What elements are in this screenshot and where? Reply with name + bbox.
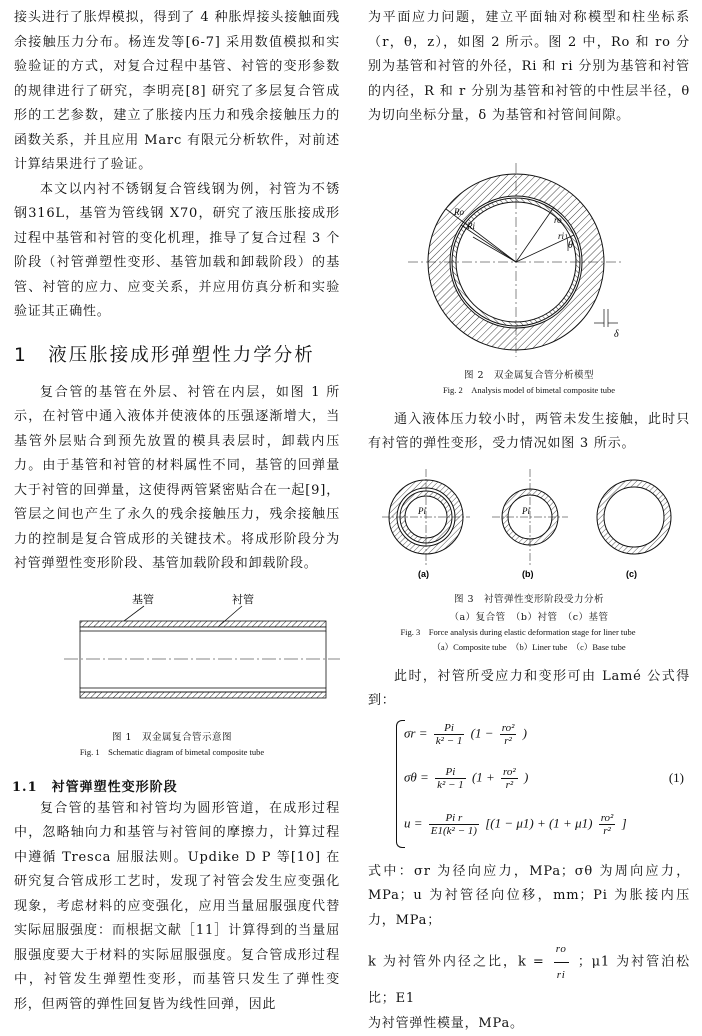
force-analysis-diagram — [368, 461, 690, 581]
sublabel-b: (b) — [522, 569, 534, 579]
figure-1-caption: 图 1 双金属复合管示意图 — [4, 729, 340, 743]
label-liner: 衬管 — [232, 593, 254, 606]
figure-1-caption-en: Fig. 1 Schematic diagram of bimetal composite tube — [4, 746, 340, 758]
paragraph: 通入液体压力较小时，两管未发生接触，此时只有衬管的弹性变形，受力情况如图 3 所示。 — [368, 408, 690, 457]
pressure-label-a: Pi — [417, 506, 426, 516]
paragraph: 复合管的基管在外层、衬管在内层，如图 1 所示，在衬管中通入液体并使液体的压强逐渐增大，当基管外层贴合到预先放置的模具表层时，卸载内压力。由于基管和衬管的材料属性不同，基管的回弹量大于衬管的回弹量，这使得两管紧密贴合在一起[9]，管层之间也产生了永久的残余接触压力，残余接触压力的控制是复合管成形的关键技术。将成形阶段分为衬管弹塑性变形阶段、基管加载阶段和卸载阶段。 — [14, 381, 340, 577]
figure-3-caption-sub: （a）复合管 （b）衬管 （c）基管 — [368, 609, 690, 623]
label-base: 基管 — [132, 593, 154, 606]
composite-tube — [382, 469, 470, 579]
figure-3-caption-en-sub: （a）Composite tube （b）Liner tube （c）Base tube — [368, 641, 690, 653]
figure-3-caption: 图 3 衬管弹性变形阶段受力分析 — [368, 591, 690, 605]
subsection-title: 1.1 衬管弹塑性变形阶段 — [12, 776, 340, 795]
sublabel-a: (a) — [418, 569, 429, 579]
label-theta: θ — [568, 240, 573, 251]
paragraph: 复合管的基管和衬管均为圆形管道，在成形过程中，忽略轴向力和基管与衬管间的摩擦力，计算过程中遵循 Tresca 屈服法则。Updike D P 等[10] 在研究复合管成形工艺时，发现了衬管会发生应变强化现象，考虑材料的应变强化，应用当量屈服强度代替实际屈服强度：而根据文献［11］计算得到的当量屈服强度要大于材料的实际屈服强度。复合管成形过程中，衬管发生弹塑性变形，而基管只发生了弹性变形，但两管的弹性回复皆为线性回弹，因此 — [14, 797, 340, 1018]
figure-1 — [14, 593, 340, 758]
figure-3 — [368, 461, 690, 653]
sublabel-c: (c) — [626, 569, 637, 579]
equation-row-hoop: σθ = $\frac{Pi}{\text{k² − 1}}$ (1 + $\frac{\text{ro²}}{\text{r²}}$ ) — [404, 766, 528, 791]
figure-2-caption: 图 2 双金属复合管分析模型 — [368, 367, 690, 381]
label-ro: ro — [554, 215, 562, 225]
left-column — [14, 6, 340, 1017]
figure-2 — [368, 159, 690, 396]
label-Ri: Ri — [466, 221, 475, 231]
equation-row-radial: σr = $\frac{Pi}{\text{k² − 1}}$ (1 − $\frac{\text{ro²}}{\text{r²}}$ ) — [404, 722, 527, 747]
right-column — [368, 6, 690, 1036]
equation-1 — [368, 718, 690, 854]
label-Ro: Ro — [453, 207, 464, 217]
equation-number: (1) — [669, 770, 684, 786]
paragraph: 为衬管弹性模量，MPa。 — [368, 1012, 690, 1036]
equation-row-displacement: u = $\frac{\text{Pi r}}{\text{E1(k² − 1)}}$ [(1 − μ1) + (1 + μ1) $\frac{\text{ro²}}{\text{r²}}$ ] — [404, 812, 627, 837]
paragraph: k 为衬管外内径之比，k = $\frac{ro}{ri}$ ；μ1 为衬管泊松比；E1 — [368, 937, 690, 1012]
label-delta: δ — [614, 329, 619, 340]
bimetal-tube-schematic — [14, 593, 340, 721]
base-tube — [597, 480, 671, 579]
pressure-label-b: Pi — [521, 506, 530, 516]
paragraph: 此时，衬管所受应力和变形可由 Lamé 公式得到： — [368, 665, 690, 714]
paragraph: 为平面应力问题，建立平面轴对称模型和柱坐标系（r，θ，z），如图 2 所示。图 2 中，Ro 和 ro 分别为基管和衬管的外径，Ri 和 ri 分别为基管和衬管的内径，R 和 r 分别为基管和衬管的中性层半径，θ 为切向坐标分量，δ 为基管和衬管间间隙。 — [368, 6, 690, 129]
figure-3-caption-en: Fig. 3 Force analysis during elastic deformation stage for liner tube — [346, 626, 690, 638]
paragraph: 接头进行了胀焊模拟，得到了 4 种胀焊接头接触面残余接触压力分布。杨连发等[6-7] 采用数值模拟和实验验证的方式，对复合过程中基管、衬管的变形参数的规律进行了研究，李明亮[8] 研究了多层复合管成形的工艺参数，建立了胀接内压力和残余接触压力的函数关系，并且应用 Marc 有限元分析软件，对前述计算结果进行了验证。 — [14, 6, 340, 178]
paragraph: 式中：σr 为径向应力，MPa；σθ 为周向应力，MPa；u 为衬管径向位移，mm；Pi 为胀接内压力，MPa； — [368, 860, 690, 934]
label-ri: ri — [558, 231, 565, 241]
analysis-model-diagram — [368, 159, 690, 363]
section-title: 1 液压胀接成形弹塑性力学分析 — [14, 341, 340, 367]
paragraph: 本文以内衬不锈钢复合管线钢为例，衬管为不锈钢316L，基管为管线钢 X70，研究了液压胀接成形过程中基管和衬管的变化机理，推导了复合过程 3 个阶段（衬管弹塑性变形、基管加载和卸载阶段）的基管、衬管的应力、应变关系，并应用仿真分析和实验验证其正确性。 — [14, 178, 340, 325]
liner-tube — [492, 469, 568, 579]
figure-2-caption-en: Fig. 2 Analysis model of bimetal composite tube — [368, 384, 690, 396]
